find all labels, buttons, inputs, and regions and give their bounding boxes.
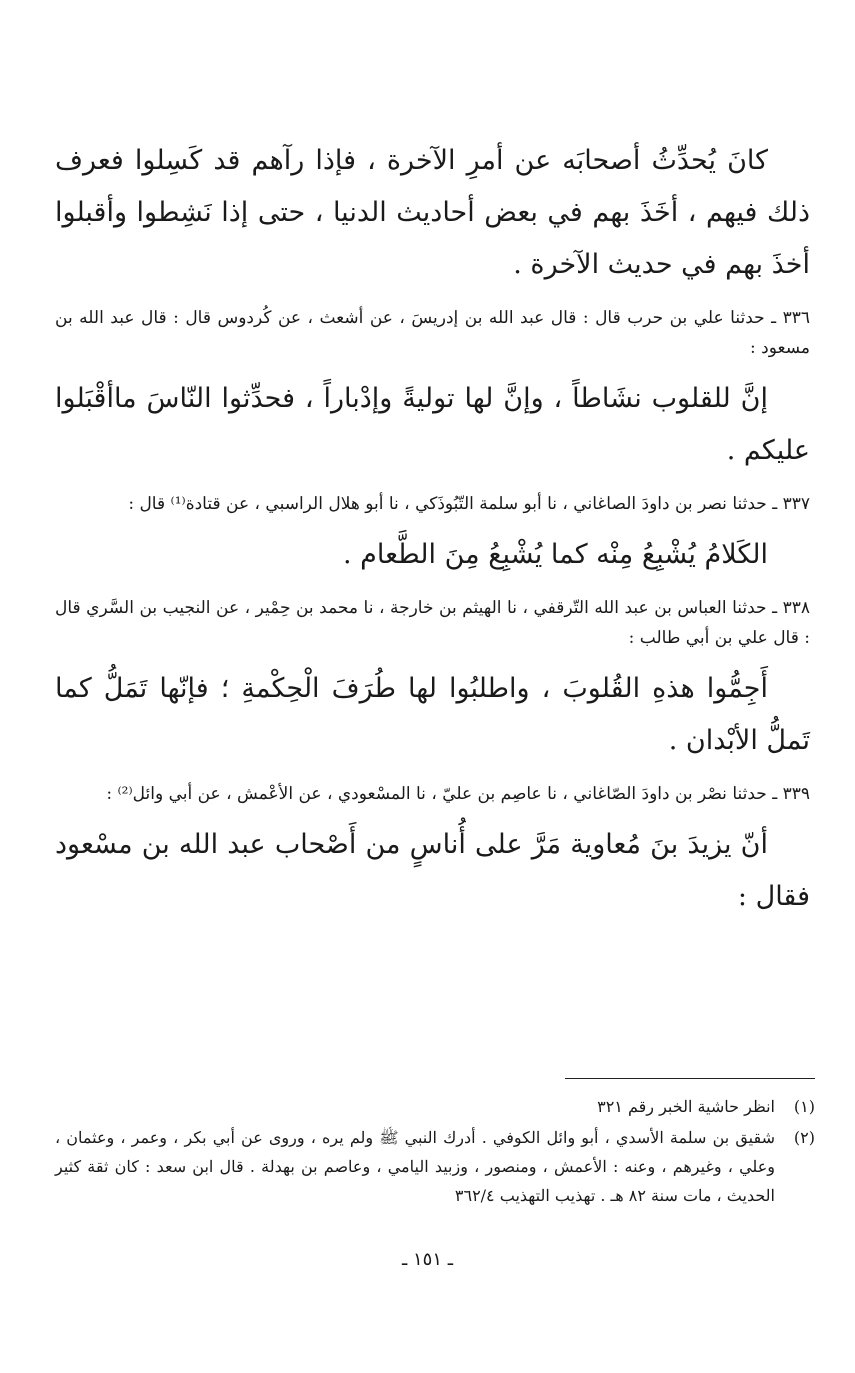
footnote-text: شقيق بن سلمة الأسدي ، أبو وائل الكوفي . أدرك النبي ﷺ ولم يره ، وروى عن أبي بكر ، وعمر ، وعثمان ، وعلي ، وغيرهم ، وعنه : الأعمش ، ومنصور ، وزبيد اليامي ، وعاصم بن بهدلة . قال ابن سعد : كان ثقة كثير الحديث ، مات سنة ٨٢ هـ . تهذيب التهذيب ٣٦٢/٤ [55,1128,775,1205]
quote-paragraph: الكَلامُ يُشْبِعُ مِنْه كما يُشْبِعُ مِنَ الطَّعام . [343,539,768,570]
quote-paragraph: إنَّ للقلوب نشَاطاً ، وإنَّ لها توليةً وإدْباراً ، فحدِّثوا النّاسَ ماأقْبَلوا عليكم . [55,383,810,466]
footnote-text: انظر حاشية الخبر رقم ٣٢١ [597,1097,775,1116]
footnote [55,1123,815,1210]
main-text [55,135,810,935]
quote-paragraph: أَجِمُّوا هذهِ القُلوبَ ، واطلبُوا لها طُرَفَ الْحِكْمةِ ؛ فإنّها تَمَلُّ كما تَملُّ الأبْدان . [55,673,810,756]
footnote [55,1092,815,1121]
page-number: ـ ١٥١ ـ [401,1249,453,1270]
quote-paragraph: أنّ يزيدَ بنَ مُعاوية مَرَّ على أُناسٍ من أَصْحاب عبد الله بن مسْعود فقال : [55,829,810,912]
isnad-paragraph-339: ٣٣٩ ـ حدثنا نصْر بن داودَ الصّاغاني ، نا عاصِم بن عليّ ، نا المسْعودي ، عن الأعْمش ، عن أبي وائل⁽²⁾ : [106,784,810,804]
footnotes [55,1092,815,1212]
isnad-paragraph-338: ٣٣٨ ـ حدثنا العباس بن عبد الله التّرقفي ، نا الهيثم بن خارجة ، نا محمد بن حِمْير ، عن النجيب بن السَّري قال : قال علي بن أبي طالب : [55,598,810,648]
isnad-paragraph-337: ٣٣٧ ـ حدثنا نصر بن داودَ الصاغاني ، نا أبو سلمة التّبُوذَكي ، نا أبو هلال الراسبي ، عن قتادة⁽¹⁾ قال : [128,494,810,514]
footnote-number: (٢) [793,1128,815,1147]
footnote-number: (١) [793,1097,815,1116]
isnad-paragraph-336: ٣٣٦ ـ حدثنا علي بن حرب قال : قال عبد الله بن إدريسَ ، عن أشعث ، عن كُردوس قال : قال عبد الله بن مسعود : [55,308,810,358]
footnote-separator [565,1078,815,1079]
quote-paragraph: كانَ يُحدِّثُ أصحابَه عن أمرِ الآخرة ، فإذا رآهم قد كَسِلوا فعرف ذلك فيهم ، أخَذَ بهم في بعض أحاديث الدنيا ، حتى إذا نَشِطوا وأقبلوا أخذَ بهم في حديث الآخرة . [55,145,810,280]
